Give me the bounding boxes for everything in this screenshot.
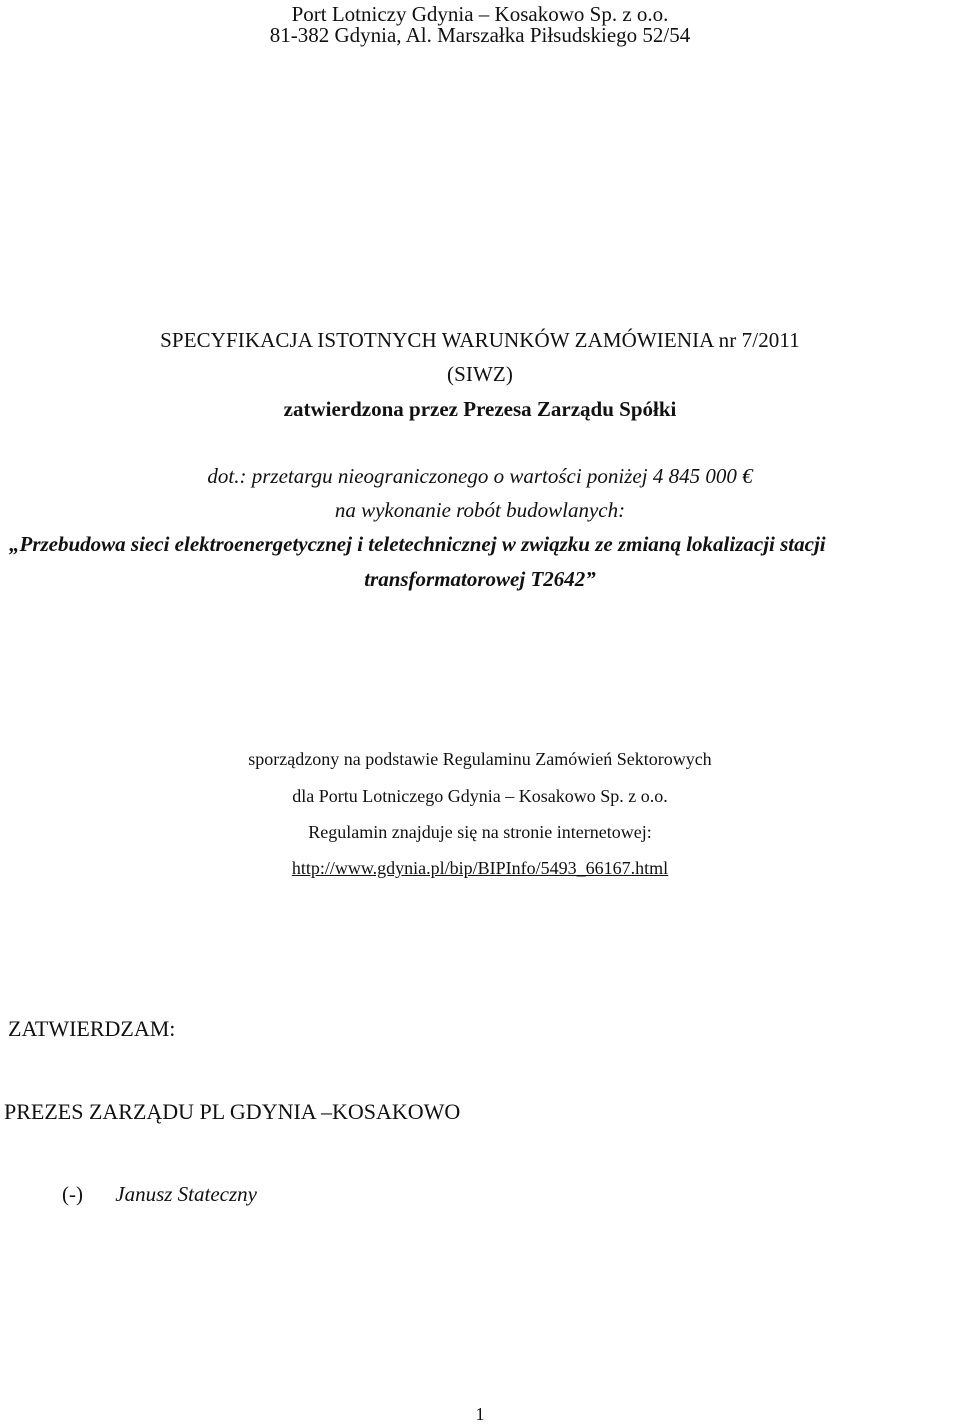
project-title-line-1: „Przebudowa sieci elektroenergetycznej i teletechnicznej w związku ze zmianą lokalizacji stacji [9,532,826,556]
document-title: SPECYFIKACJA ISTOTNYCH WARUNKÓW ZAMÓWIENIA nr 7/2011 [160,328,800,352]
header-address: 81-382 Gdynia, Al. Marszałka Piłsudskiego 52/54 [269,23,691,47]
regulation-airport: dla Portu Lotniczego Gdynia – Kosakowo Sp. z o.o. [292,786,668,806]
signature-row [62,1184,257,1205]
tender-description: dot.: przetargu nieograniczonego o wartości poniżej 4 845 000 € [207,464,753,488]
project-title-line-2: transformatorowej T2642” [364,567,596,591]
works-description: na wykonanie robót budowlanych: [334,498,626,522]
signature-mark: (-) [62,1182,83,1206]
approver-position: PREZES ZARZĄDU PL GDYNIA –KOSAKOWO [4,1099,461,1124]
document-abbreviation: (SIWZ) [447,362,513,386]
regulation-basis: sporządzony na podstawie Regulaminu Zamówień Sektorowych [248,749,712,769]
approval-label: ZATWIERDZAM: [8,1016,176,1041]
approval-subtitle: zatwierdzona przez Prezesa Zarządu Spółki [283,397,677,421]
signatory-name: Janusz Stateczny [115,1182,257,1206]
page-number: 1 [475,1404,485,1424]
header-company: Port Lotniczy Gdynia – Kosakowo Sp. z o.o. [291,2,669,26]
regulation-link[interactable]: http://www.gdynia.pl/bip/BIPInfo/5493_66167.html [291,858,669,878]
regulation-location: Regulamin znajduje się na stronie internetowej: [308,822,652,842]
